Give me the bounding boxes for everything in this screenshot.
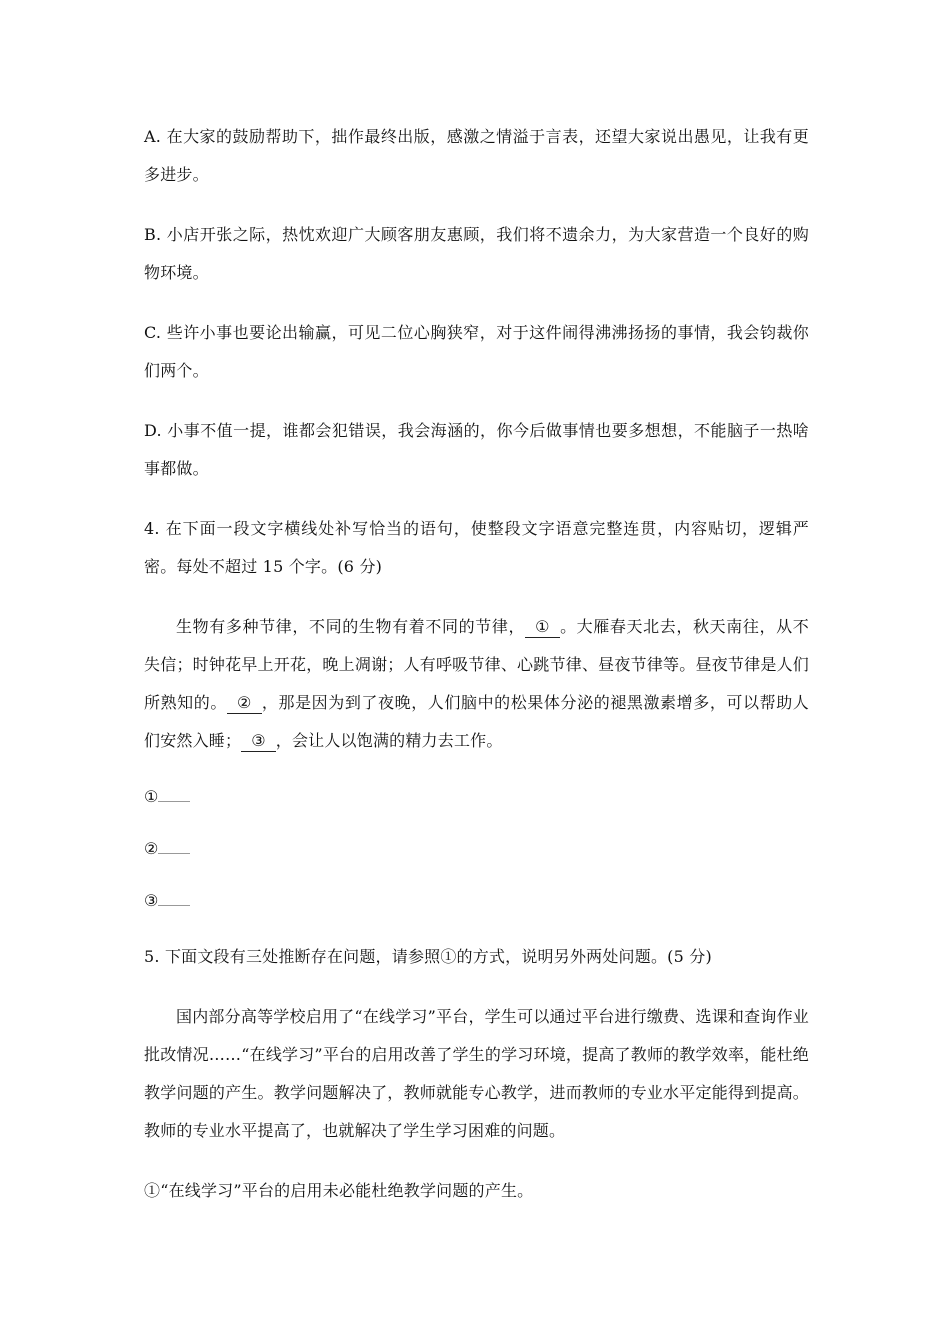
answer-blank	[158, 785, 190, 802]
fill-blank-3: ③	[241, 731, 276, 752]
option-a: A. 在大家的鼓励帮助下，拙作最终出版，感激之情溢于言表，还望大家说出愚见，让我有更多进步。	[144, 127, 809, 184]
answer-line-2	[144, 834, 809, 864]
question-4-passage	[144, 608, 809, 760]
answer-blank	[158, 889, 190, 906]
fill-blank-2: ②	[227, 693, 262, 714]
passage-text: ，那是因为到了夜晚，人们脑中的松果体分泌的褪黑激素增多，可以帮助人们安然入睡；	[144, 693, 809, 750]
answer-blank	[158, 837, 190, 854]
answer-line-1	[144, 782, 809, 812]
question-5-prompt: 5. 下面文段有三处推断存在问题，请参照①的方式，说明另外两处问题。(5 分)	[144, 947, 712, 966]
option-b: B. 小店开张之际，热忱欢迎广大顾客朋友惠顾，我们将不遗余力，为大家营造一个良好的购物环境。	[144, 225, 809, 282]
passage-text: 生物有多种节律，不同的生物有着不同的节律，	[176, 617, 526, 636]
answer-marker: ③	[144, 891, 159, 910]
answer-marker: ②	[144, 839, 159, 858]
answer-marker: ①	[144, 787, 159, 806]
document-page	[144, 118, 809, 1232]
fill-blank-1: ①	[525, 617, 560, 638]
question-5-passage: 国内部分高等学校启用了“在线学习”平台，学生可以通过平台进行缴费、选课和查询作业批改情况……“在线学习”平台的启用改善了学生的学习环境，提高了教师的教学效率，能杜绝教学问题的产生。教学问题解决了，教师就能专心教学，进而教师的专业水平定能得到提高。教师的专业水平提高了，也就解决了学生学习困难的问题。	[144, 1007, 809, 1140]
passage-text: ，会让人以饱满的精力去工作。	[275, 731, 503, 750]
answer-line-3	[144, 886, 809, 916]
question-5-example: ①“在线学习”平台的启用未必能杜绝教学问题的产生。	[144, 1181, 534, 1200]
passage-text: 。大雁春天北去，秋天南往，从不失信；时钟花早上开花，晚上凋谢；人有呼吸节律、心跳节律、昼夜节律等。昼夜节律是人们所熟知的。	[144, 617, 809, 712]
option-d: D. 小事不值一提，谁都会犯错误，我会海涵的，你今后做事情也要多想想，不能脑子一热啥事都做。	[144, 421, 809, 478]
option-c: C. 些许小事也要论出输赢，可见二位心胸狭窄，对于这件闹得沸沸扬扬的事情，我会钧裁你们两个。	[144, 323, 809, 380]
question-4-prompt: 4. 在下面一段文字横线处补写恰当的语句，使整段文字语意完整连贯，内容贴切，逻辑严密。每处不超过 15 个字。(6 分)	[144, 519, 809, 576]
